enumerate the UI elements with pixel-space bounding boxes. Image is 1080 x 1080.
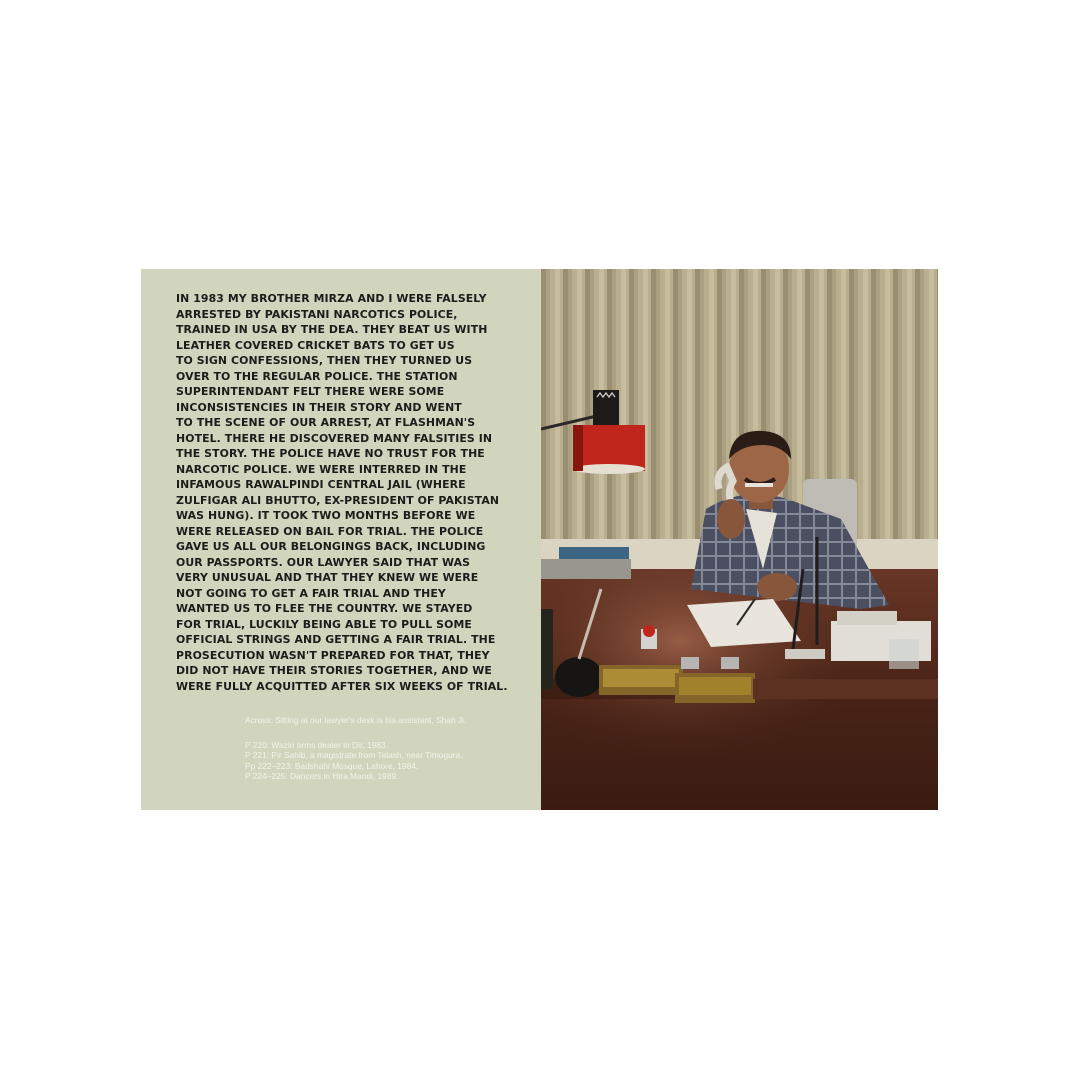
body-line: NARCOTIC POLICE. WE WERE INTERRED IN THE bbox=[176, 462, 467, 476]
caption-line: P 220: Waziri arms dealer in Dir, 1983. bbox=[245, 739, 388, 750]
text-page bbox=[141, 269, 541, 810]
body-line: IN 1983 MY BROTHER MIRZA AND I WERE FALSELY bbox=[176, 292, 487, 305]
body-line: TO THE SCENE OF OUR ARREST, AT FLASHMAN'S bbox=[176, 416, 476, 429]
caption-line: P 224–225: Dancers in Hira Mandi, 1989. bbox=[245, 771, 399, 782]
body-line: OVER TO THE REGULAR POLICE. THE STATION bbox=[176, 369, 458, 383]
body-line: WERE RELEASED ON BAIL FOR TRIAL. THE POLICE bbox=[176, 524, 484, 538]
body-line: TRAINED IN USA BY THE DEA. THEY BEAT US WITH bbox=[176, 323, 488, 336]
body-line: HOTEL. THERE HE DISCOVERED MANY FALSITIES IN bbox=[176, 431, 493, 445]
body-line: SUPERINTENDANT FELT THERE WERE SOME bbox=[176, 385, 445, 398]
body-line: TO SIGN CONFESSIONS, THEN THEY TURNED US bbox=[176, 354, 473, 367]
body-line: WAS HUNG). IT TOOK TWO MONTHS BEFORE WE bbox=[176, 509, 476, 522]
body-line: VERY UNUSUAL AND THAT THEY KNEW WE WERE bbox=[176, 571, 479, 584]
body-line: FOR TRIAL, LUCKILY BEING ABLE TO PULL SOME bbox=[176, 617, 472, 631]
body-line: WANTED US TO FLEE THE COUNTRY. WE STAYED bbox=[176, 602, 473, 615]
body-line: INFAMOUS RAWALPINDI CENTRAL JAIL (WHERE bbox=[176, 478, 466, 491]
body-line: THE STORY. THE POLICE HAVE NO TRUST FOR THE bbox=[176, 447, 485, 460]
body-line: LEATHER COVERED CRICKET BATS TO GET US bbox=[176, 338, 455, 352]
photograph bbox=[541, 269, 938, 810]
caption-line: Pp 222–223: Badshahi Mosque, Lahore, 1984. bbox=[245, 760, 419, 771]
body-line: GAVE US ALL OUR BELONGINGS BACK, INCLUDING bbox=[176, 540, 486, 553]
caption-across: Across: Sitting at our lawyer's desk is his assistant, Shah Ji. bbox=[245, 715, 467, 725]
body-text bbox=[176, 291, 508, 694]
body-line: DID NOT HAVE THEIR STORIES TOGETHER, AND WE bbox=[176, 664, 492, 677]
book-spread bbox=[141, 269, 938, 810]
photo-captions bbox=[245, 715, 530, 782]
body-line: INCONSISTENCIES IN THEIR STORY AND WENT bbox=[176, 400, 462, 414]
body-line: NOT GOING TO GET A FAIR TRIAL AND THEY bbox=[176, 586, 446, 600]
caption-line: P 221: Pir Sahib, a magistrate from Talash, near Timogura. bbox=[245, 750, 463, 761]
body-line: PROSECUTION WASN'T PREPARED FOR THAT, THEY bbox=[176, 648, 490, 662]
body-line: OFFICIAL STRINGS AND GETTING A FAIR TRIAL. THE bbox=[176, 633, 496, 646]
body-line: ARRESTED BY PAKISTANI NARCOTICS POLICE, bbox=[176, 307, 458, 321]
body-line: WERE FULLY ACQUITTED AFTER SIX WEEKS OF TRIAL. bbox=[176, 679, 508, 693]
body-line: OUR PASSPORTS. OUR LAWYER SAID THAT WAS bbox=[176, 555, 471, 569]
body-line: ZULFIGAR ALI BHUTTO, EX-PRESIDENT OF PAKISTAN bbox=[176, 493, 500, 507]
photo-page bbox=[541, 269, 938, 810]
